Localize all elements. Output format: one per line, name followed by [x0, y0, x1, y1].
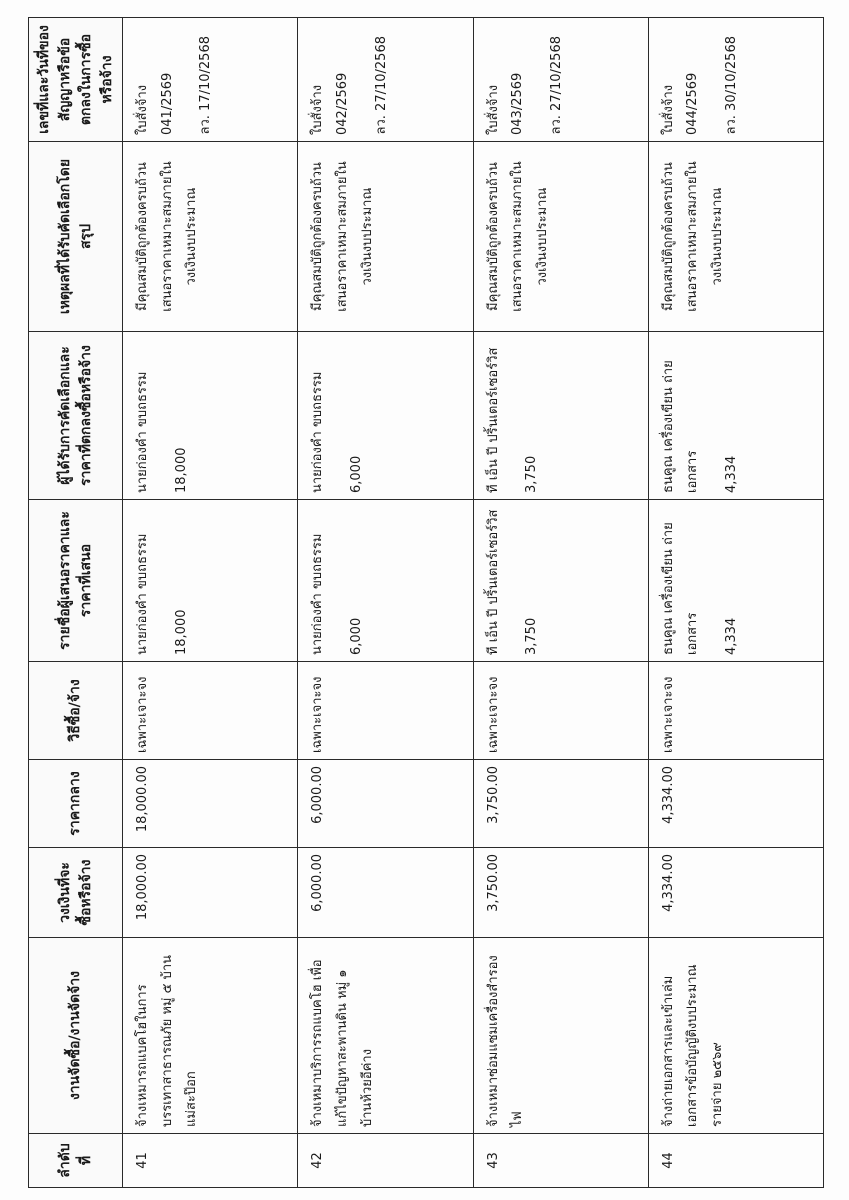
contract-number: ใบสั่งจ้าง 042/2569	[310, 72, 350, 135]
row-no: 43	[473, 1134, 648, 1188]
header-winner: ผู้ได้รับการคัดเลือกและราคาที่ตกลงซื้อหรือจ้าง	[29, 332, 123, 500]
procurement-table	[28, 17, 824, 1188]
bidder-price: 3,750	[524, 617, 540, 655]
row-contract	[298, 18, 473, 142]
table-row	[473, 18, 648, 1188]
row-item: จ้างเหมาซ่อมแซมเครื่องสำรองไฟ	[473, 938, 648, 1134]
row-method: เฉพาะเจาะจง	[648, 662, 823, 760]
header-median: ราคากลาง	[29, 760, 123, 848]
row-contract	[473, 18, 648, 142]
contract-number: ใบสั่งจ้าง 041/2569	[135, 72, 175, 135]
header-no: ลำดับที่	[29, 1134, 123, 1188]
row-bidders	[473, 500, 648, 662]
table-row	[123, 18, 298, 1188]
row-bidders	[298, 500, 473, 662]
contract-number: ใบสั่งจ้าง 043/2569	[485, 72, 526, 135]
winner-name: นายก่องคำ ขบถธรรม	[310, 371, 326, 493]
row-median: 3,750.00	[473, 760, 648, 848]
row-budget: 3,750.00	[473, 848, 648, 938]
contract-date: ลว. 27/10/2568	[548, 36, 564, 135]
row-reason: มีคุณสมบัติถูกต้องครบถ้วน เสนอราคาเหมาะสมภายในวงเงินงบประมาณ	[648, 142, 823, 332]
row-no: 42	[298, 1134, 473, 1188]
row-reason: มีคุณสมบัติถูกต้องครบถ้วน เสนอราคาเหมาะสมภายในวงเงินงบประมาณ	[123, 142, 298, 332]
row-budget: 6,000.00	[298, 848, 473, 938]
row-item: จ้างเหมารถแบคโฮในการบรรเทาสาธารณภัย หมู่ ๕ บ้านแม่สะป๊อก	[123, 938, 298, 1134]
row-reason: มีคุณสมบัติถูกต้องครบถ้วน เสนอราคาเหมาะสมภายในวงเงินงบประมาณ	[298, 142, 473, 332]
bidder-name: ที เอ็น ปี ปริ้นเตอร์เซอร์วิส	[485, 509, 501, 655]
contract-date: ลว. 17/10/2568	[198, 36, 214, 135]
winner-name: นายก่องคำ ขบถธรรม	[135, 371, 150, 493]
row-no: 44	[648, 1134, 823, 1188]
row-method: เฉพาะเจาะจง	[473, 662, 648, 760]
table-row	[648, 18, 823, 1188]
bidder-name: ธนคูณ เครื่องเขียน ถ่ายเอกสาร	[660, 522, 701, 655]
row-budget: 4,334.00	[648, 848, 823, 938]
bidder-price: 6,000	[348, 617, 364, 655]
row-winner	[298, 332, 473, 500]
row-contract	[123, 18, 298, 142]
row-bidders	[648, 500, 823, 662]
row-median: 4,334.00	[648, 760, 823, 848]
row-median: 6,000.00	[298, 760, 473, 848]
row-winner	[123, 332, 298, 500]
winner-price: 4,334	[724, 455, 740, 493]
winner-price: 3,750	[524, 455, 540, 493]
row-item: จ้างเหมาบริการรถแบคโฮ เพื่อแก้ไขปัญหาสะพานดิน หมู่ ๑ บ้านห้วยอีค่าง	[298, 938, 473, 1134]
row-winner	[473, 332, 648, 500]
bidder-price: 18,000	[173, 609, 189, 655]
bidder-price: 4,334	[724, 617, 740, 655]
row-budget: 18,000.00	[123, 848, 298, 938]
row-reason: มีคุณสมบัติถูกต้องครบถ้วน เสนอราคาเหมาะสมภายในวงเงินงบประมาณ	[473, 142, 648, 332]
table-row	[298, 18, 473, 1188]
row-item: จ้างถ่ายเอกสารและเข้าเล่มเอกสารข้อบัญญัติงบประมาณรายจ่าย ๒๕๖๙	[648, 938, 823, 1134]
header-reason: เหตุผลที่ได้รับคัดเลือกโดยสรุป	[29, 142, 123, 332]
bidder-name: นายก่องคำ ขบถธรรม	[135, 533, 150, 655]
header-item: งานจัดซื้อ/งานจัดจ้าง	[29, 938, 123, 1134]
row-contract	[648, 18, 823, 142]
header-row	[29, 18, 123, 1188]
winner-name: ธนคูณ เครื่องเขียน ถ่ายเอกสาร	[660, 360, 701, 493]
bidder-name: นายก่องคำ ขบถธรรม	[310, 533, 326, 655]
contract-date: ลว. 27/10/2568	[373, 36, 389, 135]
header-method: วิธีซื้อ/จ้าง	[29, 662, 123, 760]
row-no: 41	[123, 1134, 298, 1188]
row-winner	[648, 332, 823, 500]
winner-price: 6,000	[348, 455, 364, 493]
row-method: เฉพาะเจาะจง	[298, 662, 473, 760]
row-method: เฉพาะเจาะจง	[123, 662, 298, 760]
rotated-table-container	[28, 18, 824, 1188]
winner-price: 18,000	[173, 447, 189, 493]
winner-name: ที เอ็น ปี ปริ้นเตอร์เซอร์วิส	[485, 347, 501, 493]
row-median: 18,000.00	[123, 760, 298, 848]
contract-date: ลว. 30/10/2568	[724, 36, 740, 135]
header-contract: เลขที่และวันที่ของสัญญาหรือข้อตกลงในการซื้อหรือจ้าง	[29, 18, 123, 142]
contract-number: ใบสั่งจ้าง 044/2569	[660, 72, 701, 135]
header-budget: วงเงินที่จะซื้อหรือจ้าง	[29, 848, 123, 938]
row-bidders	[123, 500, 298, 662]
header-bidders: รายชื่อผู้เสนอราคาและราคาที่เสนอ	[29, 500, 123, 662]
